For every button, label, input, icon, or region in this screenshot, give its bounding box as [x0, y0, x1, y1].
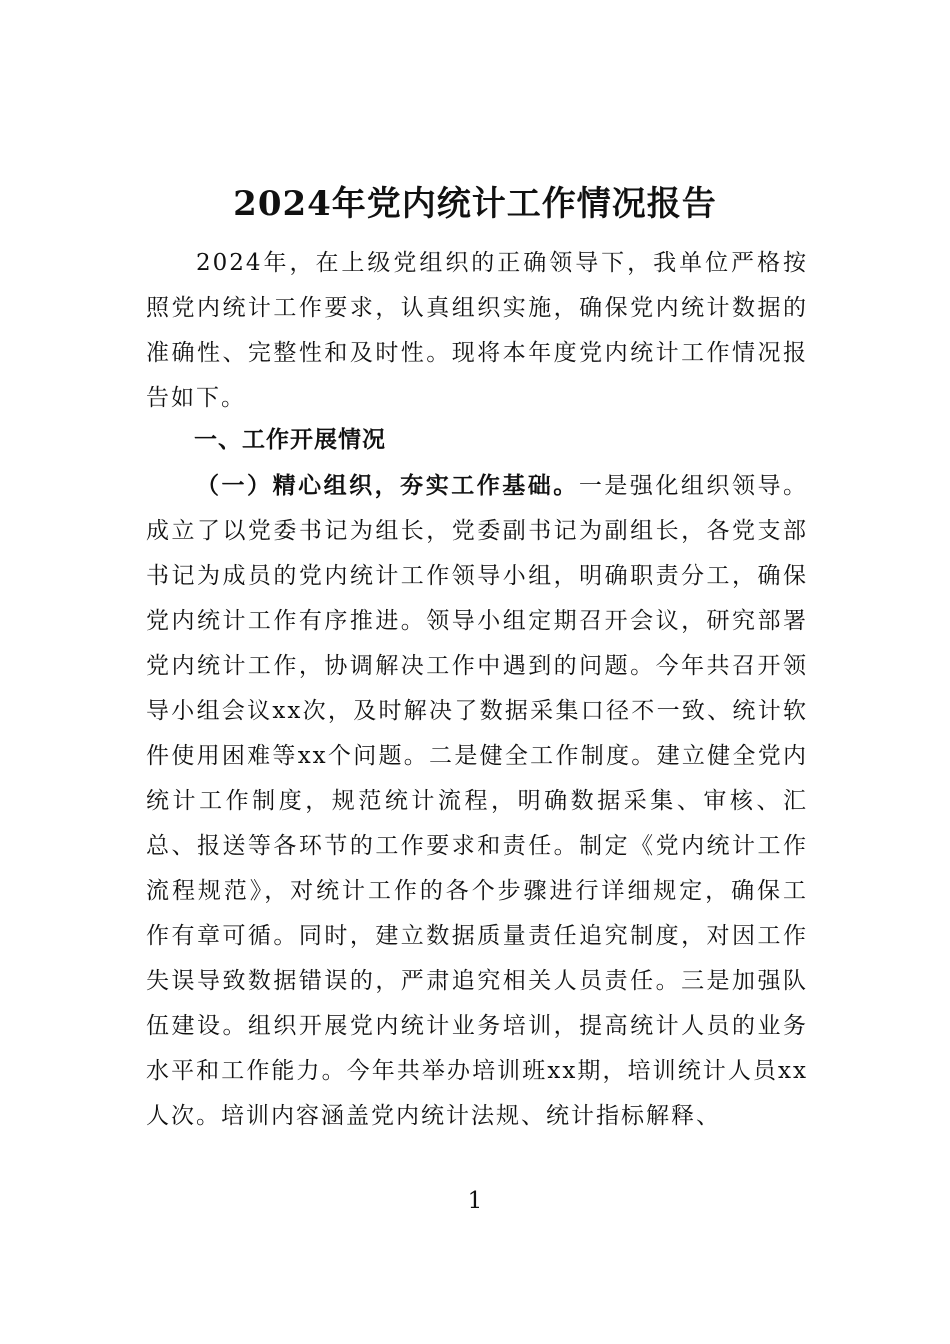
page-number: 1 — [467, 1188, 483, 1214]
subsection-lead: （一）精心组织，夯实工作基础。 — [196, 472, 579, 499]
intro-paragraph: 2024年，在上级党组织的正确领导下，我单位严格按照党内统计工作要求，认真组织实施，确保党内统计数据的准确性、完整性和及时性。现将本年度党内统计工作情况报告如下。 — [146, 250, 808, 411]
section-heading: 一、工作开展情况 — [194, 427, 386, 453]
subsection-paragraph — [146, 463, 808, 1139]
document-title: 2024年党内统计工作情况报告 — [233, 184, 717, 224]
subsection-body: 一是强化组织领导。成立了以党委书记为组长，党委副书记为副组长，各党支部书记为成员的党内统计工作领导小组，明确职责分工，确保党内统计工作有序推进。领导小组定期召开会议，研究部署党内统计工作，协调解决工作中遇到的问题。今年共召开领导小组会议xx次，及时解决了数据采集口径不一致、统计软件使用困难等xx个问题。二是健全工作制度。建立健全党内统计工作制度，规范统计流程，明确数据采集、审核、汇总、报送等各环节的工作要求和责任。制定《党内统计工作流程规范》，对统计工作的各个步骤进行详细规定，确保工作有章可循。同时，建立数据质量责任追究制度，对因工作失误导致数据错误的，严肃追究相关人员责任。三是加强队伍建设。组织开展党内统计业务培训，提高统计人员的业务水平和工作能力。今年共举办培训班xx期，培训统计人员xx人次。培训内容涵盖党内统计法规、统计指标解释、 — [146, 473, 809, 1129]
